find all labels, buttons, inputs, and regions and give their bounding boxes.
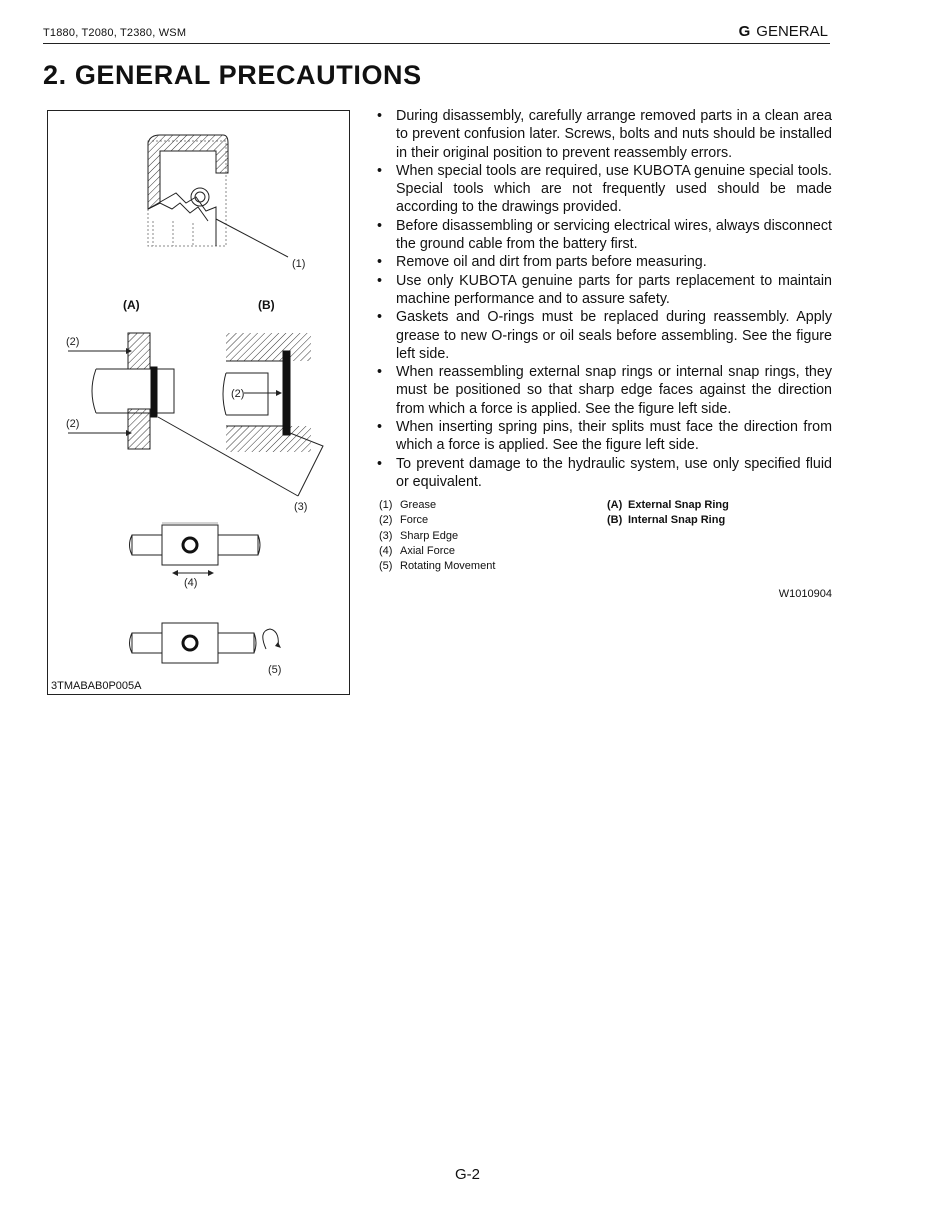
callout-1: (1) [292,258,306,270]
page-title: 2. GENERAL PRECAUTIONS [43,60,422,90]
internal-snap-ring-drawing [223,333,323,496]
figure-sub-legend [607,498,729,529]
sub-legend-item: (B) Internal Snap Ring [607,514,726,527]
callout-4: (4) [184,577,198,589]
sublabel-b: (B) [258,298,275,312]
spring-pin-axial-drawing [130,523,261,576]
legend-item: (5) Rotating Movement [379,560,496,573]
list-item: • When reassembling external snap rings or internal snap rings, they must be positioned so that sharp edge faces against the direction from which a force is applied. See the figure left side. [377,364,832,417]
precautions-figure [47,110,350,695]
list-item: • Gaskets and O-rings must be replaced during reassembly. Apply grease to new O-rings or oil seals before assembling. See the figure left side. [377,309,832,362]
list-item: • Remove oil and dirt from parts before measuring. [377,254,707,271]
header-section [739,23,828,40]
sublabel-a: (A) [123,298,140,312]
list-item: • When inserting spring pins, their splits must face the direction from which a force is applied. See the figure left side. [377,419,832,454]
section-name: GENERAL [756,23,828,40]
bullet-dot: • [377,108,383,124]
precautions-list [377,107,832,491]
bullet-dot: • [377,309,383,326]
legend-item: (2) Force [379,514,429,527]
bullet-dot: • [377,272,383,289]
callout-2-a-top: (2) [66,336,80,348]
list-item: • Before disassembling or servicing electrical wires, always disconnect the ground cable from the battery first. [377,217,832,253]
page-number: G-2 [454,1166,480,1183]
callout-3: (3) [294,501,308,513]
figure-legend [379,498,495,574]
list-item: • Use only KUBOTA genuine parts for parts replacement to maintain machine performance and to assure safety. [377,272,832,307]
oil-seal-drawing [148,135,288,257]
callout-2-b: (2) [231,388,245,400]
legend-item: (1) Grease [379,499,437,511]
list-item: • To prevent damage to the hydraulic system, use only specified fluid or equivalent. [377,455,832,490]
header-rule [43,43,830,44]
spring-pin-rotating-drawing [130,623,282,663]
figure-id: 3TMABAB0P005A [51,680,142,692]
bullet-dot: • [377,419,383,436]
section-letter: G [738,23,751,40]
bullet-dot: • [377,162,383,179]
bullet-dot: • [377,254,383,271]
list-item: • When special tools are required, use KUBOTA genuine special tools. Special tools which are not frequently used should be made according to the drawings provided. [377,162,832,216]
callout-2-a-bottom: (2) [66,418,80,430]
callout-5: (5) [268,664,282,676]
bullet-dot: • [377,455,383,472]
bullet-dot: • [377,217,383,234]
legend-item: (4) Axial Force [379,544,456,557]
list-item: • During disassembly, carefully arrange removed parts in a clean area to prevent confusion later. Screws, bolts and nuts should be installed in their original position to prevent reassembly errors. [377,108,832,161]
legend-item: (3) Sharp Edge [379,529,459,542]
sub-legend-item: (A) External Snap Ring [607,499,729,511]
figure-drawing [48,111,351,696]
bullet-dot: • [377,364,383,381]
document-code: W1010904 [778,588,832,600]
header-models: T1880, T2080, T2380, WSM [43,27,187,39]
